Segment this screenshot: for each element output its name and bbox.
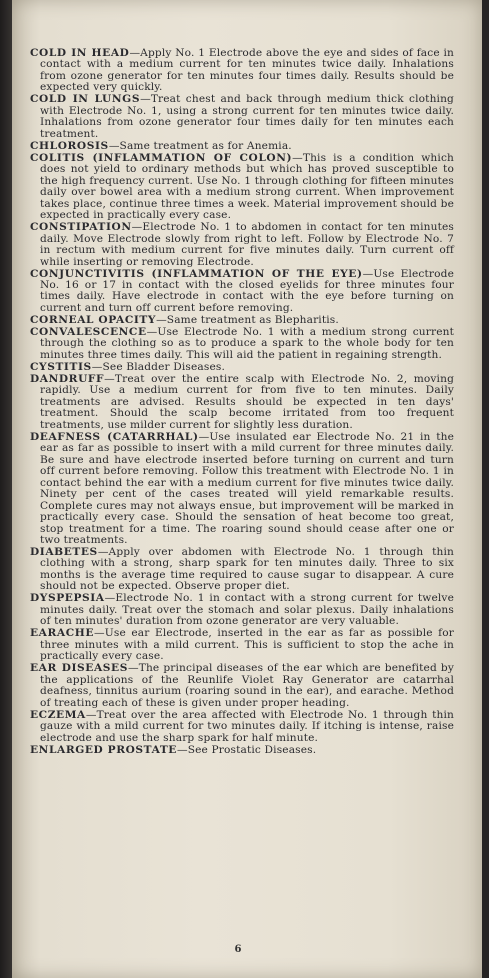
entry-text: —Apply No. 1 Electrode above the eye and sides of face in contact with a medium current for ten minutes twice daily. Inhalations from ozone generator for ten minutes four times daily. Results should be expected very quickly. bbox=[40, 47, 454, 94]
entry-term: CONSTIPATION bbox=[30, 221, 132, 234]
entry-text: —Use Electrode No. 16 or 17 in contact with the closed eyelids for three minutes four times daily. Have electrode in contact with the eye before turning on current and turn off current before removing. bbox=[40, 267, 454, 314]
entry-text: —This is a condition which does not yield to ordinary methods but which has proved susceptible to the high frequency current. Use No. 1 through clothing for fifteen minutes daily over bowel area with a medium strong current. When improvement takes place, continue three times a week. Material improvement should be expected in practically every case. bbox=[40, 151, 454, 222]
entry-cystitis bbox=[30, 362, 454, 373]
entry-text: —Same treatment as for Anemia. bbox=[108, 139, 292, 152]
entry-text: —See Bladder Diseases. bbox=[91, 360, 226, 373]
entry-term: COLD IN LUNGS bbox=[30, 93, 141, 106]
entry-chlorosis bbox=[30, 141, 454, 152]
entry-text: —The principal diseases of the ear which are benefited by the applications of the Reunlife Violet Ray Generator are catarrhal deafness, tinnitus aurium (roaring sound in the ear), and earache. Method of treating each of these is given under proper heading. bbox=[40, 662, 454, 709]
entry-term: DANDRUFF bbox=[30, 373, 105, 386]
entry-corneal-opacity bbox=[30, 315, 454, 326]
entry-text: —Use insulated ear Electrode No. 21 in the ear as far as possible to insert with a mild current for three minutes daily. Be sure and have electrode inserted before turning on current and turn off current before removing. Follow this treatment with Electrode No. 1 in contact behind the ear with a medium current for five minutes twice daily. Ninety per cent of the cases treated will yield remarkable results. Complete cures may not always ensue, but improvement will be marked in practically every case. Should the sensation of heat become too great, stop treatment for a time. The roaring sound should cease after one or two treatments. bbox=[40, 430, 455, 546]
entry-text: —Electrode No. 1 in contact with a strong current for twelve minutes daily. Treat over the stomach and solar plexus. Daily inhalations of ten minutes' duration from ozone generator are very valuable. bbox=[40, 592, 454, 628]
entry-cold-in-lungs bbox=[30, 94, 454, 140]
entry-text: —Same treatment as Blepharitis. bbox=[156, 313, 339, 326]
entry-term: ENLARGED PROSTATE bbox=[30, 743, 177, 756]
entry-deafness bbox=[30, 432, 454, 547]
treatment-list bbox=[30, 48, 454, 757]
page-number: 6 bbox=[234, 944, 242, 955]
entry-ear-diseases bbox=[30, 663, 454, 709]
entry-text: —Treat over the entire scalp with Electrode No. 2, moving rapidly. Use a medium current for from five to ten minutes. Daily treatments are advised. Results should be expected in ten days' treatment. Should the scalp become irritated from too frequent treatments, use milder current for slightly less duration. bbox=[40, 373, 454, 431]
entry-term: CONJUNCTIVITIS (INFLAMMATION OF THE EYE) bbox=[30, 267, 363, 280]
entry-term: CORNEAL OPACITY bbox=[30, 313, 157, 326]
entry-term: CHLOROSIS bbox=[30, 139, 109, 152]
entry-conjunctivitis bbox=[30, 269, 454, 315]
entry-earache bbox=[30, 628, 454, 662]
entry-convalescence bbox=[30, 327, 454, 361]
entry-term: COLITIS (INFLAMMATION OF COLON) bbox=[30, 151, 293, 164]
entry-text: —Apply over abdomen with Electrode No. 1 through thin clothing with a strong, sharp spark for ten minutes daily. Three to six months is the average time required to cause sugar to disappear. A cure should not be expected. Observe proper diet. bbox=[40, 546, 454, 593]
entry-dyspepsia bbox=[30, 593, 454, 627]
entry-enlarged-prostate bbox=[30, 745, 454, 756]
entry-constipation bbox=[30, 222, 454, 268]
entry-text: —Use ear Electrode, inserted in the ear as far as possible for three minutes with a mild current. This is sufficient to stop the ache in practically every case. bbox=[40, 627, 454, 663]
entry-text: —Electrode No. 1 to abdomen in contact for ten minutes daily. Move Electrode slowly from right to left. Follow by Electrode No. 7 in rectum with medium current for five minutes daily. Turn current off while inserting or removing Electrode. bbox=[40, 221, 454, 268]
entry-text: —See Prostatic Diseases. bbox=[176, 743, 317, 756]
entry-text: —Use Electrode No. 1 with a medium strong current through the clothing so as to produce a spark to the whole body for ten minutes three times daily. This will aid the patient in regaining strength. bbox=[40, 326, 454, 361]
entry-term: DEAFNESS (CATARRHAL) bbox=[30, 430, 199, 443]
entry-term: CYSTITIS bbox=[30, 360, 92, 373]
entry-term: EAR DISEASES bbox=[30, 662, 128, 675]
entry-text: —Treat chest and back through medium thick clothing with Electrode No. 1, using a strong current for ten minutes twice daily. Inhalations from ozone generator four times daily for ten minutes each treatment. bbox=[40, 93, 454, 140]
entry-diabetes bbox=[30, 547, 454, 593]
entry-colitis bbox=[30, 153, 454, 222]
entry-text: —Treat over the area affected with Electrode No. 1 through thin gauze with a mild current for two minutes daily. If itching is intense, raise electrode and use the sharp spark for half minute. bbox=[40, 708, 454, 744]
entry-term: DIABETES bbox=[30, 546, 98, 559]
entry-dandruff bbox=[30, 374, 454, 431]
entry-term: DYSPEPSIA bbox=[30, 592, 105, 605]
entry-term: COLD IN HEAD bbox=[30, 47, 130, 59]
entry-term: ECZEMA bbox=[30, 708, 86, 721]
entry-cold-in-head bbox=[30, 48, 454, 94]
entry-eczema bbox=[30, 710, 454, 744]
entry-term: EARACHE bbox=[30, 627, 95, 640]
entry-term: CONVALESCENCE bbox=[30, 326, 147, 339]
